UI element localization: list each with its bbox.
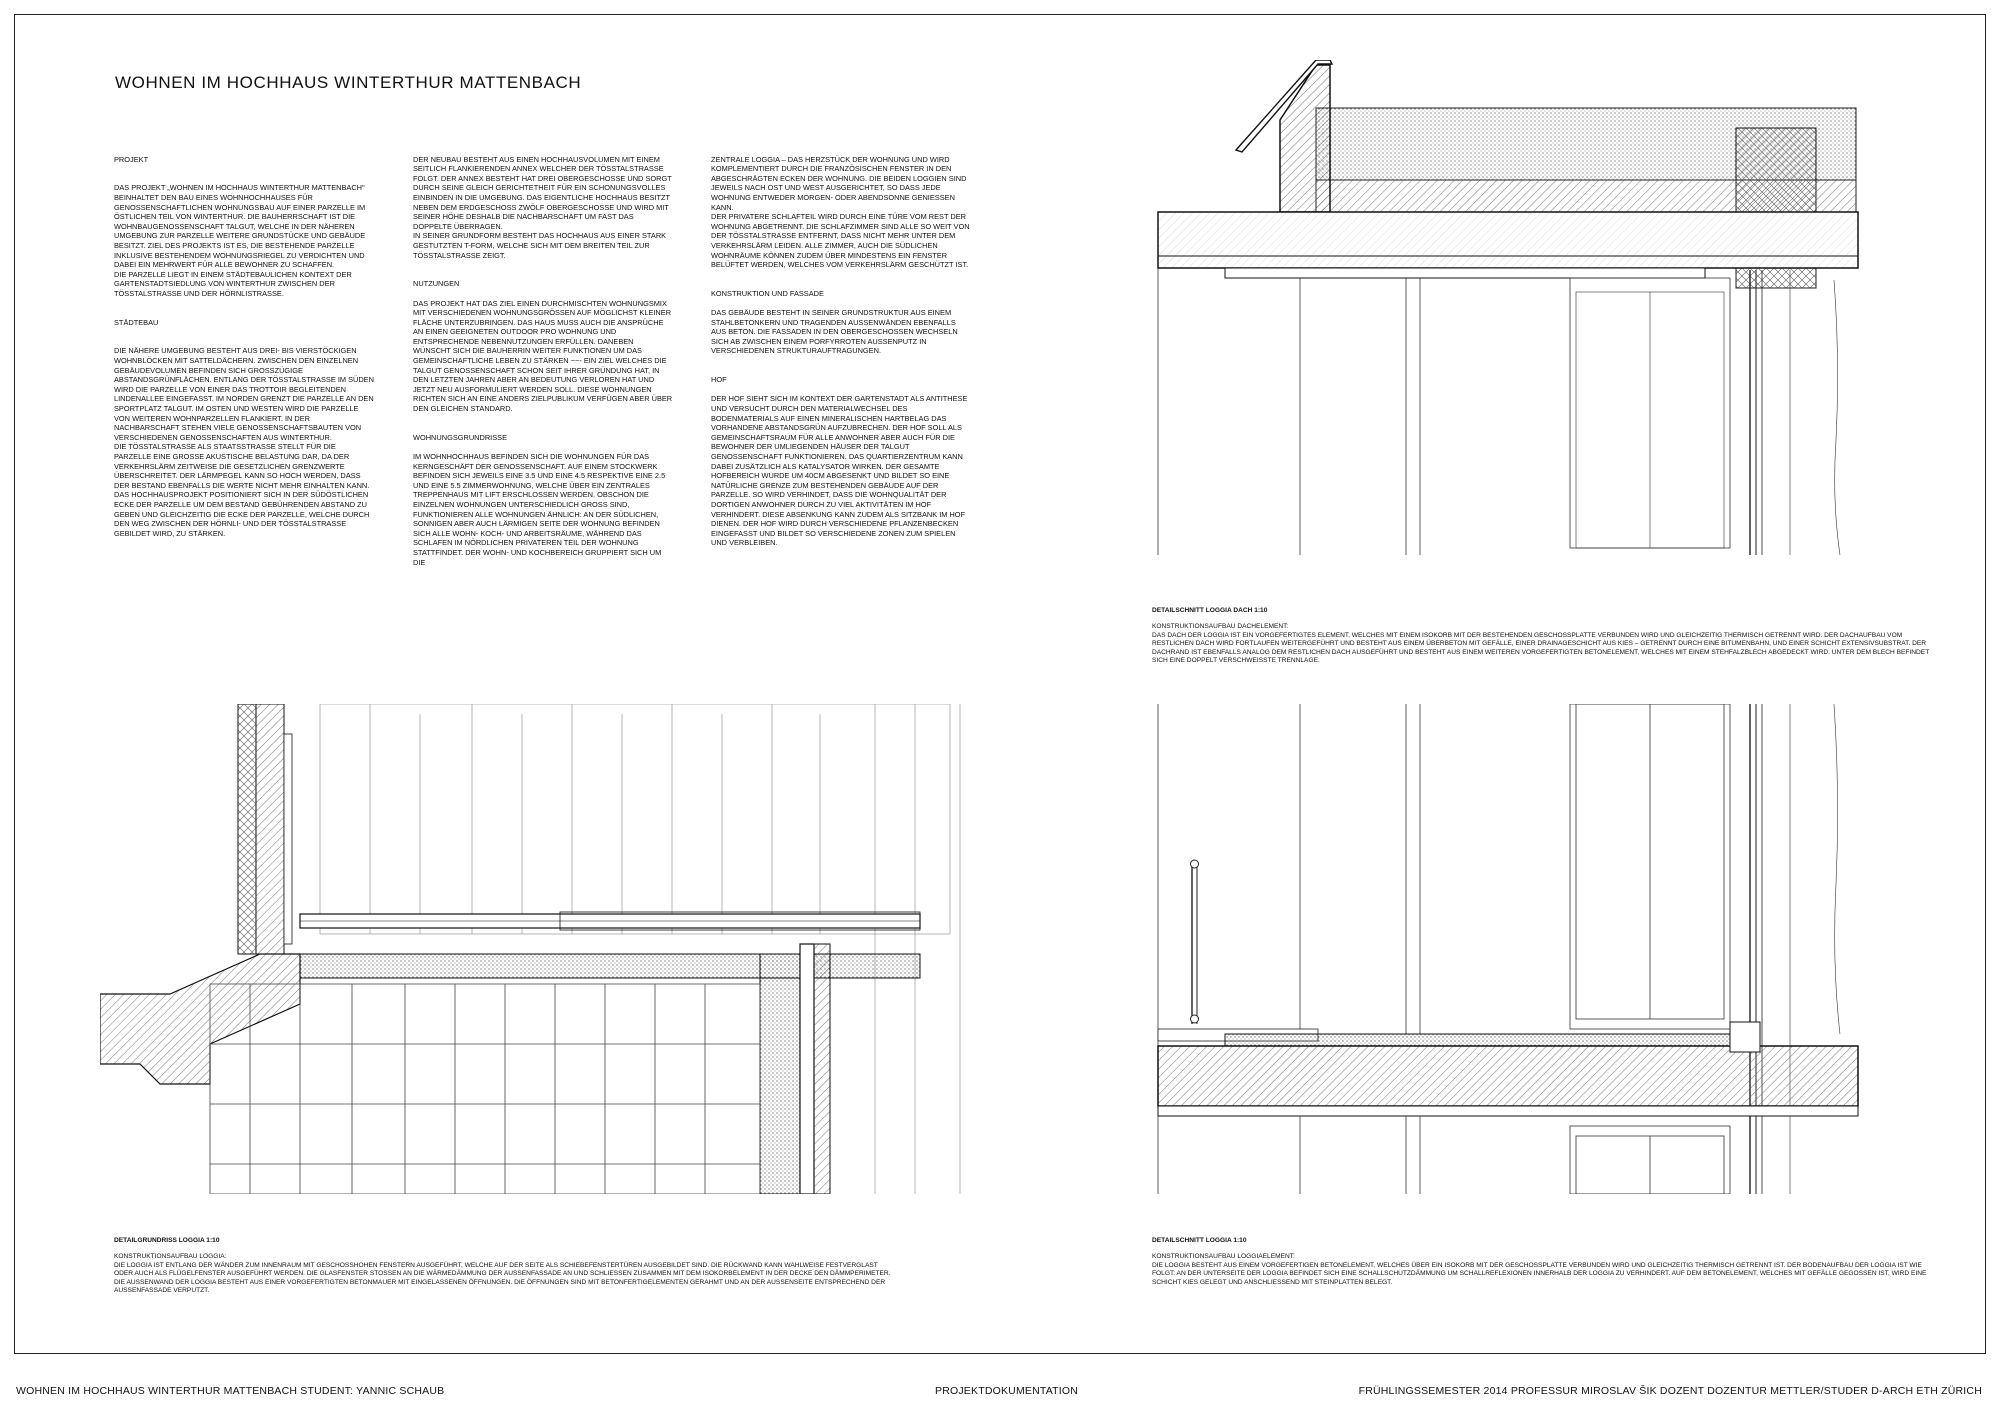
page-title: WOHNEN IM HOCHHAUS WINTERTHUR MATTENBACH (115, 73, 582, 92)
caption-roof-title: DETAILSCHNITT LOGGIA DACH 1:10 (1152, 607, 1268, 614)
heading-wohnungsgrundrisse: WOHNUNGSGRUNDRISSE (413, 432, 508, 442)
caption-roof-text: DAS DACH DER LOGGIA IST EIN VORGEFERTIGTES ELEMENT, WELCHES MIT EINEM ISOKORB MIT DER BESTEHENDEN GESCHOSSPLATTE VERBUNDEN WIRD UND GLEICHZEITIG THERMISCH GETRENNT WIRD. DER DACHAUFBAU VOM RESTLICHEN DACH WIRD FORTLAUFEN WEITERGEFÜHRT UND BESTEHT AUS EINEM ÜBERBETON MIT GEFÄLLE, EINER DRAINAGESCHICHT AUS KIES – GETRENNT DURCH EINE BITUMENBAHN, UND EINER SCHICHT EXTENSIVSUBSTRAT. DER DACHRAND IST EBENFALLS ANALOG DEM RESTLICHEN DACH AUSGEFÜHRT UND BESTEHT AUS EINEM WEITEREN VORGEFERTIGTEN BETONELEMENT, WELCHES MIT EINEM STEHFALZBLECH ABGEDECKT WIRD. UNTER DEM BLECH BEFINDET SICH EINE DOPPELT VERSCHWEISSTE TRENNLAGE. (1152, 631, 1930, 665)
footer-right: FRÜHLINGSSEMESTER 2014 PROFESSUR MIROSLAV ŠIK DOZENT DOZENTUR METTLER/STUDER D-ARCH ETH ZÜRICH (1358, 1385, 1982, 1397)
text-column-3 (711, 145, 971, 567)
caption-floor-text: DIE LOGGIA BESTEHT AUS EINEM VORGEFERTIGEN BETONELEMENT, WELCHES ÜBER EIN ISOKORB MIT DER GESCHOSSPLATTE VERBUNDEN WIRD UND GLEICHZEITIG THERMISCH GETRENNT IST. DER BODENAUFBAU DER LOGGIA IST WIE FOLGT: AN DER UNTERSEITE DER LOGGIA BEFINDET SICH EINE SCHALLSCHUTZDÄMMUNG UM SCHALLREFLEXIONEN INNERHALB DER LOGGIA ZU VERHINDERT. AUF DEM BETONELEMENT, WELCHES MIT GEFÄLLE GEGOSSEN IST, WIRD EINE SCHICHT KIES GELEGT UND ANSCHLIESSEND MIT STEINPLATTEN BELEGT. (1152, 1261, 1927, 1286)
caption-roof-section (1152, 607, 1932, 665)
paragraph-konstruktion: DAS GEBÄUDE BESTEHT IN SEINER GRUNDSTRUKTUR AUS EINEM STAHLBETONKERN UND TRAGENDEN AUSSENWÄNDEN EBENFALLS AUS BETON. DIE FASSADEN IN DEN OBERGESCHOSSEN WECHSELN SICH AB ZWISCHEN EINEM PORFYRROTEN AUSSENPUTZ IN VERSCHIEDENEN STRUKTURAUFTRAGUNGEN. (711, 308, 958, 356)
text-column-2 (413, 145, 673, 586)
footer-center: PROJEKTDOKUMENTATION (935, 1385, 1079, 1397)
caption-plan-text: DIE LOGGIA IST ENTLANG DER WÄNDER ZUM INNENRAUM MIT GESCHOSSHOHEN FENSTERN AUSGEFÜHRT, WELCHE AUF DER SEITE ALS SCHIEBEFENSTERTÜREN AUSGEBILDET SIND. DIE RÜCKWAND KANN WAHLWEISE FESTVERGLAST ODER AUCH ALS FLÜGELFENSTER AUSGEFÜHRT WERDEN. DIE GLASFENSTER STOSSEN AN DIE WÄRMEDÄMMUNG DER AUSSENFASSADE AN UND SCHLIESSEN ZUSAMMEN MIT DEM ISOKORBELEMENT IN DER DECKE DEN DÄMMPERIMETER. DIE AUSSENWAND DER LOGGIA BESTEHT AUS EINER VORGEFERTIGTEN BETONMAUER MIT EINGELASSENEN ÖFFNUNGEN. DIE ÖFFNUNGEN SIND MIT BETONFERTIGELEMENTEN GERAHMT UND AN DER AUSSENSEITE ENTSPRECHEND DER AUSSENFASSADE VERPUTZT. (114, 1261, 891, 1295)
caption-plan-title: DETAILGRUNDRISS LOGGIA 1:10 (114, 1237, 220, 1244)
paragraph-neubau: DER NEUBAU BESTEHT AUS EINEN HOCHHAUSVOLUMEN MIT EINEM SEITLICH FLANKIERENDEN ANNEX WELCHER DER TÖSSTALSTRASSE FOLGT. DER ANNEX BESTEHT HAT DREI OBERGESCHOSSE UND SORGT DURCH SEINE GLEICH GERICHTETHEIT FÜR EIN SCHONUNGSVOLLES EINBINDEN IN DIE UMGEBUNG. DAS EIGENTLICHE HOCHHAUS BESITZT NEBEN DEM ERDGESCHOSS ZWÖLF OBERGESCHOSSE UND WIRD MIT SEINER HÖHE DESHALB DIE NACHBARSCHAFT UM FAST DAS DOPPELTE ÜBERRAGEN. IN SEINER GRUNDFORM BESTEHT DAS HOCHHAUS AUS EINER STARK GESTUTZTEN T-FORM, WELCHE SICH MIT DEM BREITEN TEIL ZUR TÖSSTALSTRASSE ZEIGT. (413, 154, 672, 260)
paragraph-nutzungen: DAS PROJEKT HAT DAS ZIEL EINEN DURCHMISCHTEN WOHNUNGSMIX MIT VERSCHIEDENEN WOHNUNGSGRÖSSEN AUF MÖGLICHST KLEINER FLÄCHE UNTERZUBRINGEN. DAS HAUS MUSS AUCH DIE ANSPRÜCHE AN EINEN GEEIGNETEN OUTDOOR PRO WOHNUNG UND ENTSPRECHENDE NEBENNUTZUNGEN ERFÜLLEN. DANEBEN WÜNSCHT SICH DIE BAUHERRIN WEITER FUNKTIONEN UM DAS GEMEINSCHAFTLICHE LEBEN ZU STÄRKEN ~~- EIN ZIEL WELCHES DIE TALGUT GENOSSENSCHAFT SCHON SEIT IHRER GRÜNDUNG HAT, IN DEN LETZTEN JAHREN ABER AN BEDEUTUNG VERLOREN HAT UND JETZT NEU AUSFORMULIERT WERDEN SOLL. DIESE WOHNUNGEN RICHTEN SICH AN EINE ANDERS ZIELPUBLIKUM VERFÜGEN ABER ÜBER DEN GLEICHEN STANDARD. (413, 298, 673, 414)
loggia-plan-drawing (100, 704, 970, 1194)
caption-loggia-plan (114, 1237, 894, 1295)
heading-nutzungen: NUTZUNGEN (413, 279, 460, 289)
paragraph-staedtebau: DIE NÄHERE UMGEBUNG BESTEHT AUS DREI- BIS VIERSTÖCKIGEN WOHNBLÖCKEN MIT SATTELDÄCHERN. ZWISCHEN DEN EINZELNEN GEBÄUDEVOLUMEN BEFINDEN SICH GROSSZÜGIGE ABSTANDSGRÜNFLÄCHEN. ENTLANG DER TÖSSTALSTRASSE IM SÜDEN WIRD DIE PARZELLE VON EINER DAS TROTTOIR BEGLEITENDEN LINDENALLEE EINGEFASST. IM NORDEN GRENZT DIE PARZELLE AN DEN SPORTPLATZ TALGUT. IM OSTEN UND WESTEN WIRD DIE PARZELLE VON WEITEREN WOHNPARZELLEN FLANKIERT. IN DER NACHBARSCHAFT STEHEN VIELE GENOSSENSCHAFTSBAUTEN VON VERSCHIEDENEN GENOSSENSCHAFTEN AUS WINTERTHUR. DIE TÖSSTALSTRASSE ALS STAATSSTRASSE STELLT FÜR DIE PARZELLE EINE GROSSE AKUSTISCHE BELASTUNG DAR, DA DER VERKEHRSLÄRM ZEITWEISE DIE GESETZLICHEN GRENZWERTE ÜBERSCHREITET. DER LÄRMPEGEL KANN SO HOCH WERDEN, DASS DER BESTAND EBENFALLS DIE WERTE NICHT MEHR EINHALTEN KANN. DAS HOCHHAUSPROJEKT POSITIONIERT SICH IN DER SÜDÖSTLICHEN ECKE DER PARZELLE UM DEM BESTAND GEBÜHRENDEN ABSTAND ZU GEBEN UND GLEICHZEITIG DIE ECKE DER PARZELLE, WELCHE DURCH DEN WEG ZWISCHEN DER HÖRNLI- UND DER TÖSSTALSTRASSE GEBILDET WIRD, ZU STÄRKEN. (114, 346, 374, 538)
caption-floor-title: DETAILSCHNITT LOGGIA 1:10 (1152, 1237, 1247, 1244)
footer-left: WOHNEN IM HOCHHAUS WINTERTHUR MATTENBACH STUDENT: YANNIC SCHAUB (16, 1385, 445, 1397)
caption-floor-section (1152, 1237, 1932, 1287)
roof-section-drawing (1150, 60, 1860, 560)
caption-plan-subtitle: KONSTRUKTIONSAUFBAU LOGGIA: (114, 1253, 227, 1261)
caption-floor-subtitle: KONSTRUKTIONSAUFBAU LOGGIAELEMENT: (1152, 1253, 1295, 1261)
heading-staedtebau: STÄDTEBAU (114, 317, 159, 327)
heading-konstruktion: KONSTRUKTION UND FASSADE (711, 288, 824, 298)
paragraph-projekt: DAS PROJEKT „WOHNEN IM HOCHHAUS WINTERTHUR MATTENBACH" BEINHALTET DEN BAU EINES WOHNHOCHHAUSES FÜR GENOSSENSCHAFTLICHEN WOHNUNGSBAU AUF EINER PARZELLE IM ÖSTLICHEN TEIL VON WINTERTHUR. DIE BAUHERRSCHAFT IST DIE WOHNBAUGENOSSENSCHAFT TALGUT, WELCHE IN DER NÄHEREN UMGEBUNG ZUR PARZELLE WEITERE GRUNDSTÜCKE UND GEBÄUDE BESITZT. ZIEL DES PROJEKTS IST ES, DIE BESTEHENDE PARZELLE INKLUSIVE BESTEHENDEM WOHNUNGSRIEGEL ZU VERDICHTEN UND DABEI EIN MEHRWERT FÜR ALLE BEWOHNER ZU SCHAFFEN. DIE PARZELLE LIEGT IN EINEM STÄDTEBAULICHEN KONTEXT DER GARTENSTADTSIEDLUNG VON WINTERTHUR ZWISCHEN DER TÖSSTALSTRASSE UND DER HÖRNLISTRASSE. (114, 183, 366, 298)
loggia-floor-section-drawing (1150, 704, 1860, 1194)
heading-hof: HOF (711, 375, 727, 385)
text-column-1 (114, 145, 374, 558)
heading-projekt: PROJEKT (114, 154, 149, 164)
paragraph-loggia: ZENTRALE LOGGIA – DAS HERZSTÜCK DER WOHNUNG UND WIRD KOMPLEMENTIERT DURCH DIE FRANZÖSISCHEN FENSTER IN DEN ABGESCHRÄGTEN ECKEN DER WOHNUNG. DIE BEIDEN LOGGIEN SIND JEWEILS NACH OST UND WEST AUSGERICHTET, SO DASS JEDE WOHNUNG ENTWEDER MORGEN- ODER ABENDSONNE GENIESSEN KANN. DER PRIVATERE SCHLAFTEIL WIRD DURCH EINE TÜRE VOM REST DER WOHNUNG ABGETRENNT. DIE SCHLAFZIMMER SIND ALLE SO WEIT VON DER TÖSSTALSTRASSE ENTFERNT, DASS NICHT MEHR UNTER DEM VERKEHRSLÄRM LEIDEN. ALLE ZIMMER, AUCH DIE SÜDLICHEN WOHNRÄUME KÖNNEN ZUDEM ÜBER MINDESTENS EIN FENSTER BELÜFTET WERDEN, WELCHES VOM VERKEHRSLÄRM GESCHÜTZT IST. (711, 154, 970, 270)
caption-roof-subtitle: KONSTRUKTIONSAUFBAU DACHELEMENT: (1152, 623, 1289, 631)
paragraph-hof: DER HOF SIEHT SICH IM KONTEXT DER GARTENSTADT ALS ANTITHESE UND VERSUCHT DURCH DEN MATERIALWECHSEL DES BODENMATERIALS AUF EINEN MINERALISCHEN HARTBELAG DAS VORHANDENE ABSTANDSGRÜN AUFZUBRECHEN. DER HOF SOLL ALS GEMEINSCHAFTSRAUM FÜR ALLE ANWOHNER ABER AUCH FÜR DIE BEWOHNER DER UMLIEGENDEN HÄUSER DER TALGUT GENOSSENSCHAFT FUNKTIONIEREN. DAS QUARTIERZENTRUM KANN DABEI ZUSÄTZLICH ALS KATALYSATOR WIRKEN. DER GESAMTE HOFBEREICH WURDE UM 40CM ABGESENKT UND BILDET SO EINE NATÜRLICHE GRENZE ZUM BESTEHENDEN GEBÄUDE AUF DER PARZELLE. SO WIRD VERHINDET, DASS DIE WOHNQUALITÄT DER DORTIGEN ANWOHNER DURCH ZU VIEL AKTIVITÄTEN IM HOF VERHINDERT. DIESE ABSENKUNG KANN ZUDEM ALS SITZBANK IM HOF DIENEN. DER HOF WIRD DURCH VERSCHIEDENE PFLANZENBECKEN EINGEFASST UND BILDET SO VERSCHIEDENE ZONEN ZUM SPIELEN UND VERBLEIBEN. (711, 394, 968, 548)
paragraph-wohnungsgrundrisse: IM WOHNHOCHHAUS BEFINDEN SICH DIE WOHNUNGEN FÜR DAS KERNGESCHÄFT DER GENOSSENSCHAFT. AUF EINEM STOCKWERK BEFINDEN SICH JEWEILS EINE 3.5 UND EINE 4.5 RESPEKTIVE EINE 2.5 UND EINE 5.5 ZIMMERWOHNUNG, WELCHE ÜBER EIN ZENTRALES TREPPENHAUS MIT LIFT ERSCHLOSSEN WERDEN. OBSCHON DIE EINZELNEN WOHNUNGEN UNTERSCHIEDLICH GROSS SIND, FUNKTIONIEREN ALLE WOHNUNGEN ÄHNLICH: AN DER SÜDLICHEN, SONNIGEN ABER AUCH LÄRMIGEN SEITE DER WOHNUNG BEFINDEN SICH ALLE WOHN- KOCH- UND ARBEITSRÄUME, WÄHREND DAS SCHLAFEN IM NÖRDLICHEN PRIVATEREN TEIL DER WOHNUNG STATTFINDET. DER WOHN- UND KOCHBEREICH GRUPPIERT SICH UM DIE (413, 452, 666, 567)
